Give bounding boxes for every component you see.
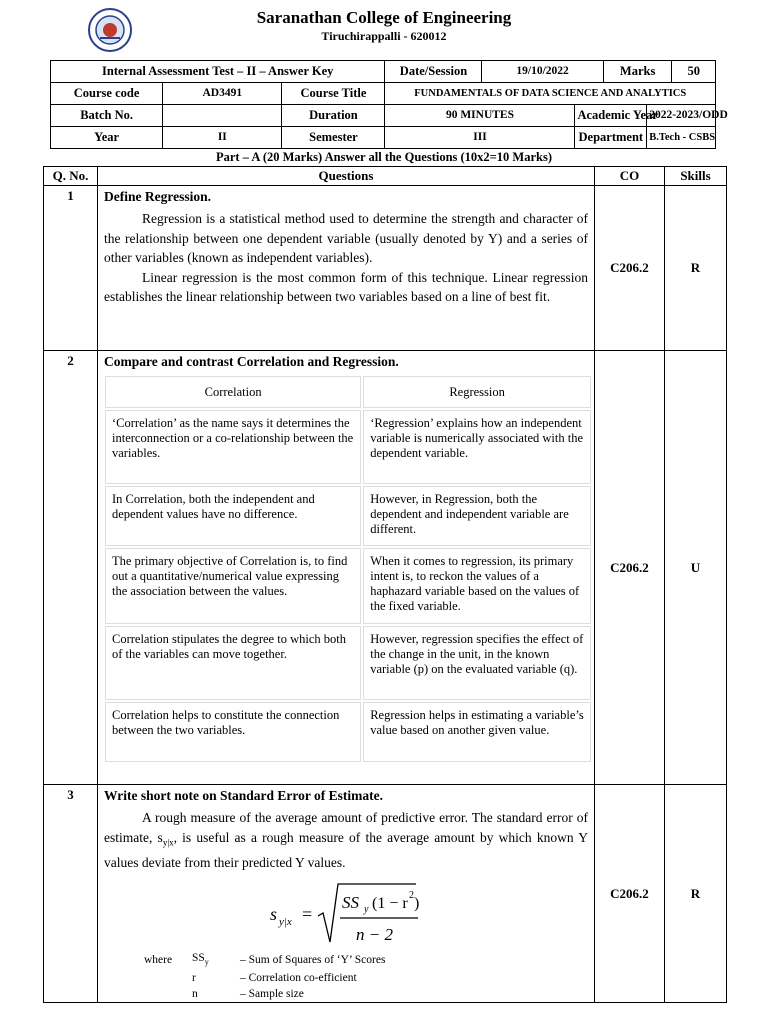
col-questions: Questions [98,167,595,186]
q2-title: Compare and contrast Correlation and Regression. [104,354,399,369]
correlation-cell: Correlation stipulates the degree to which both of the variables can move together. [105,626,361,700]
formula-numerator-paren: (1 − r [372,895,408,913]
year-value: II [163,127,282,149]
q3-text-start: A rough measure of the average amount of predictive error. The standard error of estimate, s [104,810,588,845]
q1-paragraph-1: Regression is a statistical method used to determine the strength and character of the relationship between one dependent variable (usually denoted by Y) and a series of other variables (known as independent variables). [104,211,588,265]
formula-numerator-sup: 2 [409,890,414,902]
part-a-heading: Part – A (20 Marks) Answer all the Questions (10x2=10 Marks) [215,150,553,164]
college-name: Saranathan College of Engineering [256,8,512,27]
formula-denominator: n − 2 [356,925,393,945]
col-co: CO [595,167,665,186]
formula-lhs: s [270,904,278,925]
q1-number: 1 [44,186,98,351]
test-name: Internal Assessment Test – II – Answer Key [51,61,385,83]
comparison-row [105,548,591,624]
q3-title: Write short note on Standard Error of Estimate. [104,788,383,803]
q3-co: C206.2 [595,785,665,1003]
comparison-row [105,486,591,546]
formula-numerator-sub: y [364,904,369,916]
legend-symbol-sub: y [204,957,209,967]
course-title-label: Course Title [282,83,385,105]
correlation-cell: In Correlation, both the independent and dependent values have no difference. [105,486,361,546]
course-code-value: AD3491 [163,83,282,105]
q2-number: 2 [44,351,98,785]
question-row-3 [44,785,727,1003]
q3-text-subscript: y|x [162,837,174,848]
semester-value: III [385,127,575,149]
q3-number: 3 [44,785,98,1003]
legend-symbol: r [192,972,196,985]
q3-skill: R [665,785,727,1003]
legend-description: – Sum of Squares of ‘Y’ Scores [240,954,386,967]
regression-cell: ‘Regression’ explains how an independent variable is numerically associated with the dependent variable. [363,410,591,484]
department-label: Department [575,127,647,149]
comparison-header-correlation: Correlation [105,376,361,408]
college-address: Tiruchirappalli - 620012 [321,29,447,43]
legend-symbol [188,950,236,970]
question-row-2 [44,351,727,785]
year-label: Year [51,127,163,149]
regression-cell: Regression helps in estimating a variable’s value based on another given value. [363,702,591,762]
test-info-table [50,60,728,149]
date-value: 19/10/2022 [482,61,603,83]
legend-row [140,986,389,1002]
correlation-cell: The primary objective of Correlation is, to find out a quantitative/numerical value expressing the association between the values. [105,548,361,624]
q3-text-end: , is useful as a rough measure of the average amount by which known Y values deviate from their predicted Y values. [104,829,589,870]
q1-paragraph-2: Linear regression is the most common form of this technique. Linear regression establishes the linear relationship between two variables based on a line of best fit. [104,269,588,304]
formula-numerator-ss: SS [342,893,359,913]
correlation-cell: Correlation helps to constitute the connection between the two variables. [105,702,361,762]
q2-co: C206.2 [595,351,665,785]
date-label: Date/Session [385,61,482,83]
comparison-table [103,374,593,764]
batch-label: Batch No. [51,105,163,127]
marks-label: Marks [603,61,672,83]
formula-numerator-close: ) [414,895,420,913]
comparison-header-regression: Regression [363,376,591,408]
legend-description: – Correlation co-efficient [240,972,357,985]
formula-legend [140,950,389,1002]
legend-row [140,970,389,986]
course-title-value: FUNDAMENTALS OF DATA SCIENCE AND ANALYTICS [385,83,716,105]
regression-cell: However, regression specifies the effect of the change in the unit, in the known variable (p) on the evaluated variable (q). [363,626,591,700]
where-label: where [144,954,173,967]
formula-equals: = [302,904,313,925]
q1-co: C206.2 [595,186,665,351]
academic-year-label: Academic Year [575,105,647,127]
department-value: B.Tech - CSBS [647,127,716,149]
duration-value: 90 MINUTES [385,105,575,127]
col-qno: Q. No. [44,167,98,186]
formula-lhs-sub: y|x [279,916,292,929]
col-skills: Skills [665,167,727,186]
batch-value [163,105,282,127]
comparison-row [105,410,591,484]
marks-value: 50 [672,61,716,83]
college-seal-icon [88,8,132,52]
duration-label: Duration [282,105,385,127]
comparison-row [105,702,591,762]
legend-row [140,950,389,970]
comparison-row [105,626,591,700]
legend-description: – Sample size [240,988,304,1001]
q2-skill: U [665,351,727,785]
legend-symbol: n [192,988,198,1001]
q3-paragraph [104,808,588,872]
regression-cell: When it comes to regression, its primary intent is, to reckon the values of a haphazard variable based on the values of the fixed variable. [363,548,591,624]
q1-skill: R [665,186,727,351]
questions-table [43,166,727,1003]
legend-symbol-text: SS [192,952,205,965]
regression-cell: However, in Regression, both the dependent and independent variable are different. [363,486,591,546]
semester-label: Semester [282,127,385,149]
course-code-label: Course code [51,83,163,105]
standard-error-formula [268,880,594,950]
academic-year-value: 2022-2023/ODD [647,105,716,127]
correlation-cell: ‘Correlation’ as the name says it determines the interconnection or a co-relationship between the variables. [105,410,361,484]
q1-title: Define Regression. [104,189,211,204]
question-row-1 [44,186,727,351]
